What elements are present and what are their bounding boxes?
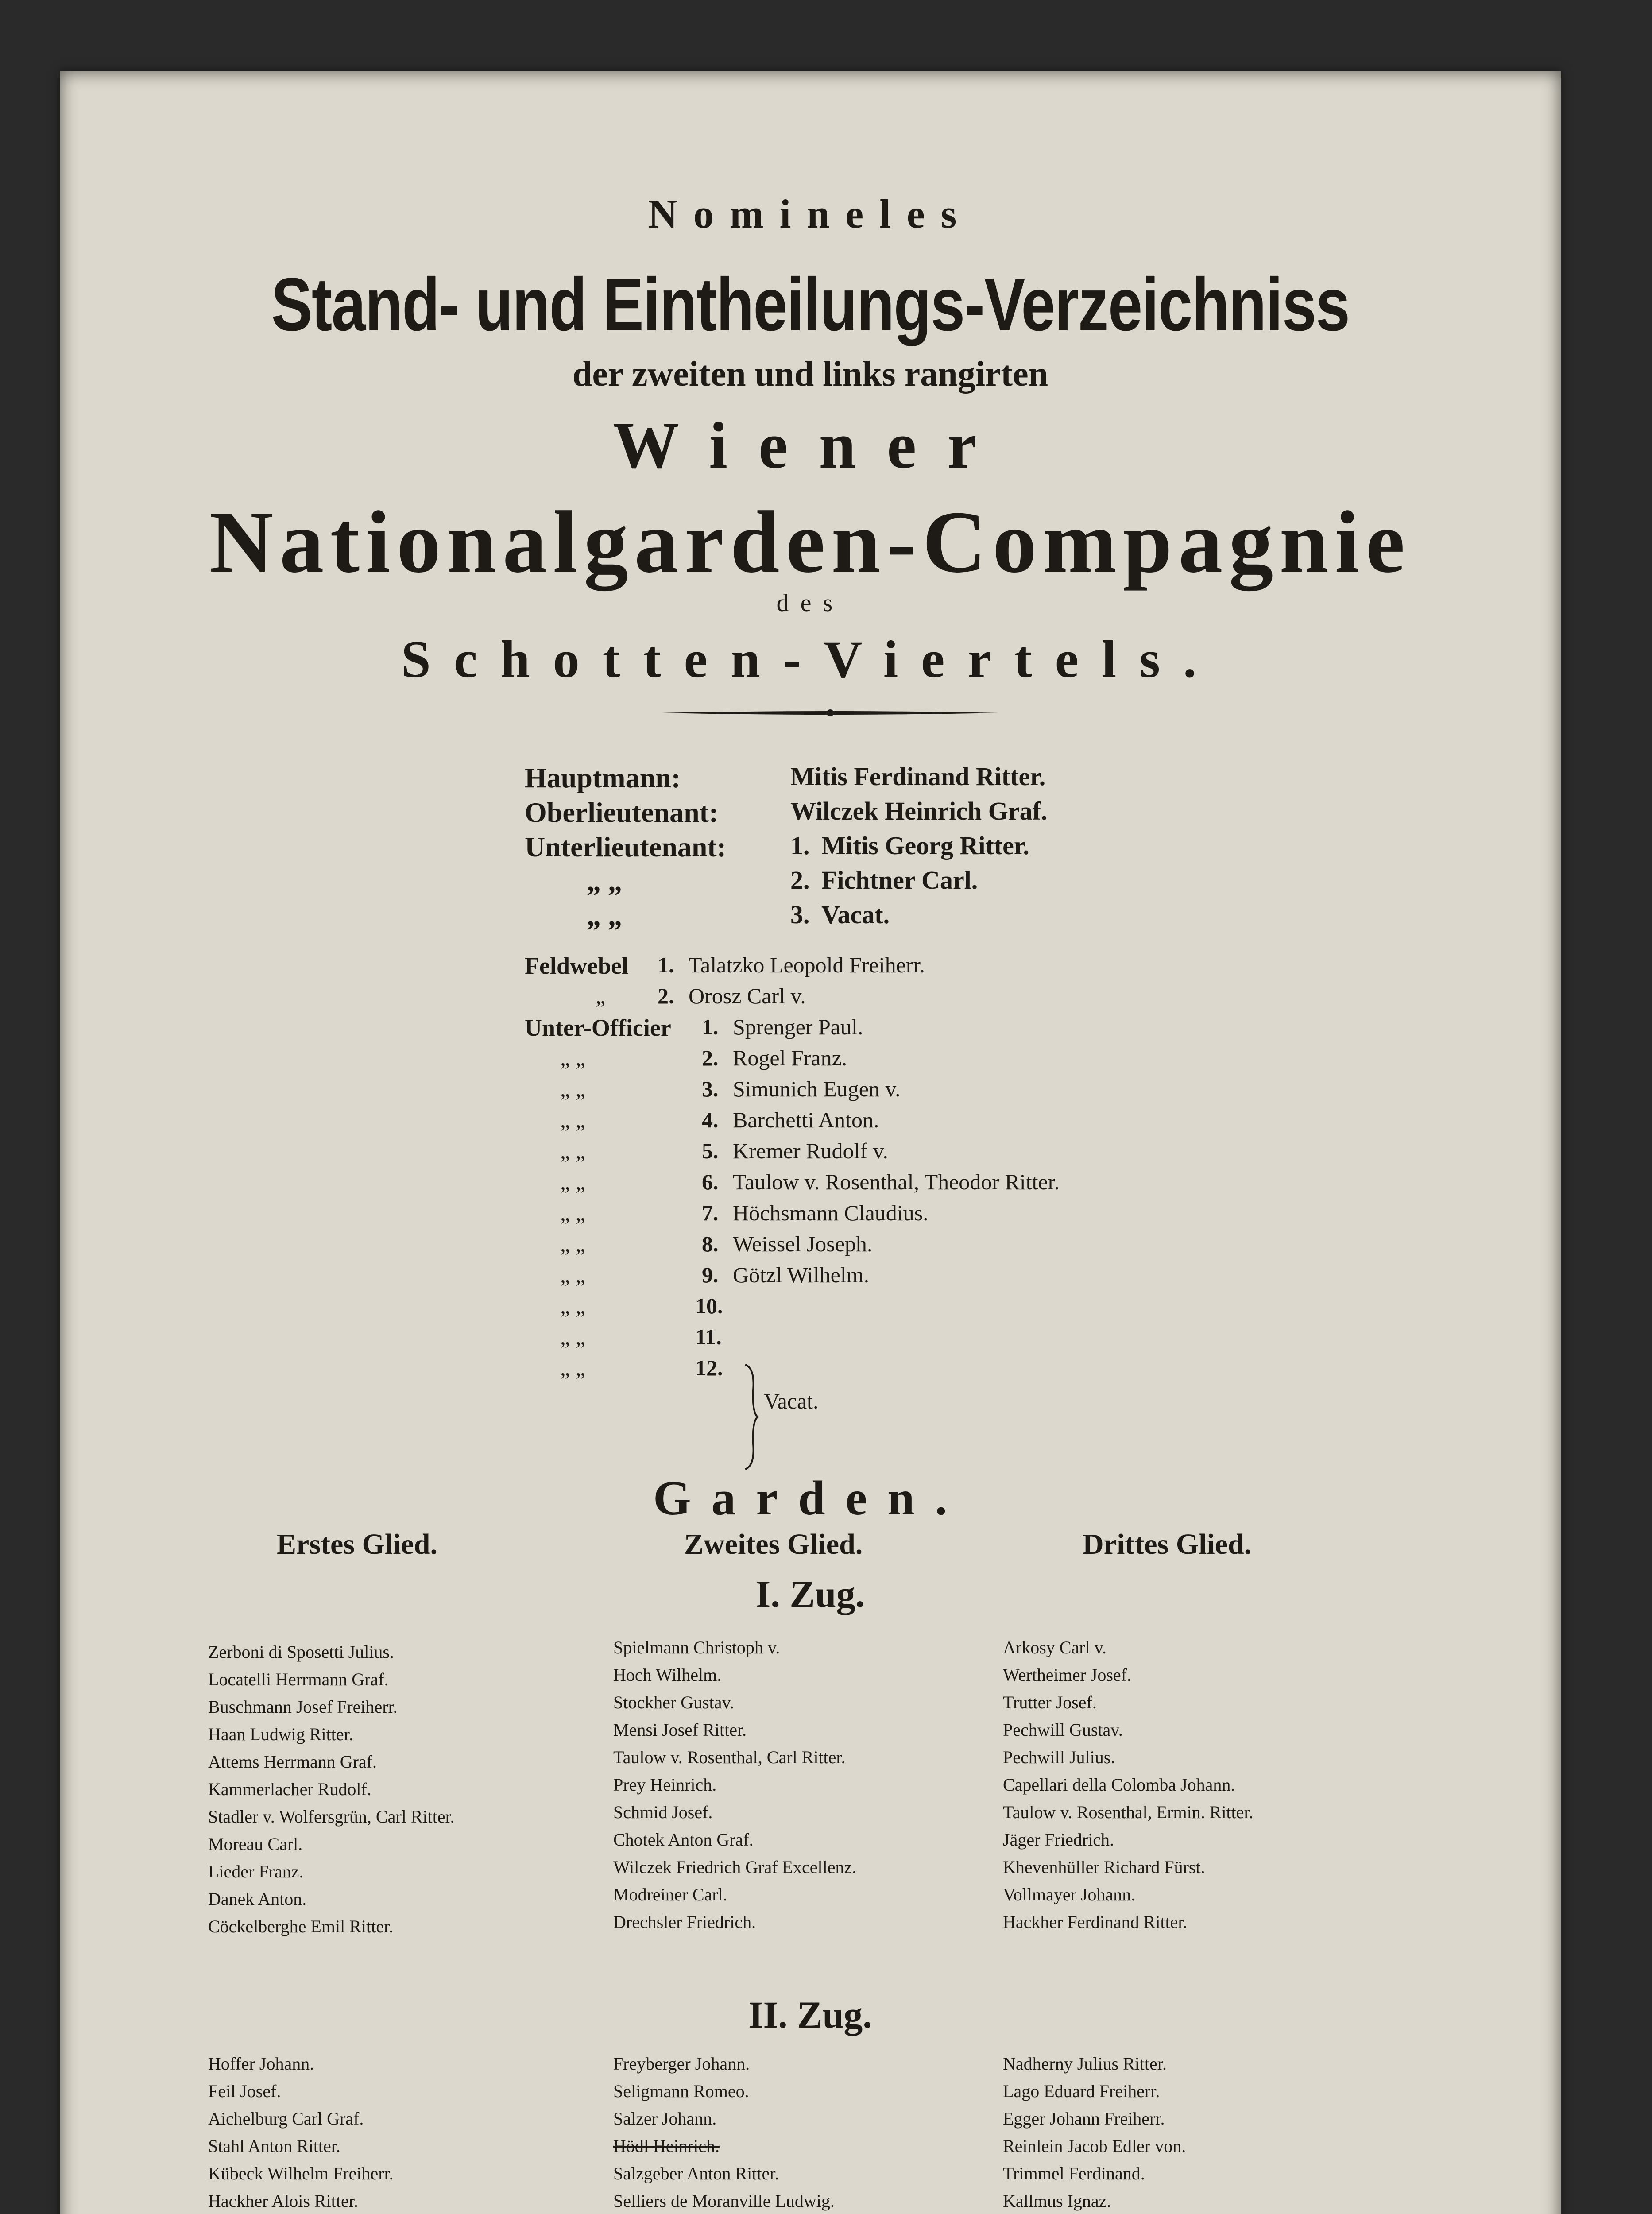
officer-name: Vacat.	[821, 900, 890, 929]
officer-rank: „ „	[587, 900, 622, 932]
list-item: Trutter Josef.	[1003, 1692, 1097, 1712]
curly-brace	[742, 1364, 759, 1470]
list-item: Taulow v. Rosenthal, Ermin. Ritter.	[1003, 1802, 1254, 1822]
list-item: Haan Ludwig Ritter.	[208, 1724, 353, 1744]
list-item: Seligmann Romeo.	[613, 2081, 749, 2101]
list-item: Stockher Gustav.	[613, 1692, 734, 1712]
ditto-mark: „ „	[560, 1200, 585, 1225]
zug-1-column-1	[208, 1638, 455, 1940]
officer-row	[525, 831, 1410, 865]
list-item: Jäger Friedrich.	[1003, 1830, 1114, 1850]
list-item: Aichelburg Carl Graf.	[208, 2109, 364, 2129]
list-item: Hoffer Johann.	[208, 2054, 314, 2074]
ditto-mark: „ „	[560, 1231, 585, 1256]
list-item: Drechsler Friedrich.	[613, 1912, 756, 1932]
zug-2-column-1	[208, 2050, 394, 2214]
rank-name: Rogel Franz.	[733, 1045, 847, 1070]
list-item: Buschmann Josef Freiherr.	[208, 1697, 398, 1717]
list-item: Wertheimer Josef.	[1003, 1665, 1131, 1685]
officer-number: 2.	[790, 866, 810, 894]
list-item: Hoch Wilhelm.	[613, 1665, 722, 1685]
list-item: Cöckelberghe Emil Ritter.	[208, 1916, 394, 1936]
officer-row	[525, 900, 1410, 934]
list-item: Khevenhüller Richard Fürst.	[1003, 1857, 1205, 1877]
list-item: Kübeck Wilhelm Freiherr.	[208, 2164, 394, 2183]
list-item: Danek Anton.	[208, 1889, 307, 1909]
ditto-mark: „ „	[560, 1138, 585, 1163]
list-item: Schmid Josef.	[613, 1802, 713, 1822]
rank-row	[525, 1200, 1410, 1231]
list-item: Salzer Johann.	[613, 2109, 717, 2129]
list-item: Locatelli Herrmann Graf.	[208, 1669, 389, 1689]
rank-name: Simunich Eugen v.	[733, 1076, 901, 1101]
list-item: Stahl Anton Ritter.	[208, 2136, 340, 2156]
glied-header-3: Drittes Glied.	[1083, 1528, 1252, 1560]
heading-nomineles: Nomineles	[648, 191, 973, 236]
ditto-mark: „ „	[560, 1262, 585, 1287]
rank-row	[525, 1293, 1410, 1324]
list-item: Prey Heinrich.	[613, 1775, 717, 1795]
list-item: Hackher Ferdinand Ritter.	[1003, 1912, 1188, 1932]
officer-number: 3.	[790, 900, 810, 929]
officer-rank: Oberlieutenant:	[525, 797, 719, 828]
list-item: Lieder Franz.	[208, 1862, 304, 1881]
list-item: Moreau Carl.	[208, 1834, 303, 1854]
rank-row	[525, 1045, 1410, 1076]
list-item: Lago Eduard Freiherr.	[1003, 2081, 1160, 2101]
ditto-mark: „	[596, 983, 606, 1008]
heading-main-title: Stand- und Eintheilungs-Verzeichniss	[271, 263, 1350, 347]
rank-number: 2.	[658, 983, 674, 1008]
list-item: Capellari della Colomba Johann.	[1003, 1775, 1235, 1795]
heading-wiener: Wiener	[612, 409, 1008, 482]
list-item: Pechwill Gustav.	[1003, 1720, 1123, 1740]
document-sheet	[60, 71, 1561, 2214]
list-item: Modreiner Carl.	[613, 1885, 727, 1904]
officer-name: Wilczek Heinrich Graf.	[790, 797, 1048, 825]
rank-number: 8.	[702, 1231, 719, 1256]
list-item: Egger Johann Freiherr.	[1003, 2109, 1165, 2129]
list-item: Selliers de Moranville Ludwig.	[613, 2191, 835, 2211]
list-item: Salzgeber Anton Ritter.	[613, 2164, 779, 2183]
officer-name: Mitis Georg Ritter.	[821, 831, 1029, 860]
officer-row	[525, 796, 1410, 831]
rank-number: 7.	[702, 1200, 719, 1225]
rank-row	[525, 1262, 1410, 1293]
officer-row	[525, 762, 1410, 796]
rank-name: Orosz Carl v.	[689, 983, 806, 1008]
rank-row	[525, 983, 1410, 1014]
ditto-mark: „ „	[560, 1355, 585, 1380]
ditto-mark: „ „	[560, 1169, 585, 1194]
rank-number: 1.	[702, 1014, 719, 1039]
list-item: Chotek Anton Graf.	[613, 1830, 754, 1850]
rank-name: Barchetti Anton.	[733, 1107, 879, 1132]
heading-viertel: Schotten-Viertels.	[401, 630, 1219, 689]
list-item: Pechwill Julius.	[1003, 1747, 1115, 1767]
rank-number: 2.	[702, 1045, 719, 1070]
rank-number: 1.	[658, 952, 674, 977]
list-item: Hackher Alois Ritter.	[208, 2191, 358, 2211]
list-item: Attems Herrmann Graf.	[208, 1752, 377, 1772]
rank-name: Talatzko Leopold Freiherr.	[689, 952, 925, 977]
rank-row	[525, 1355, 1410, 1386]
zug-2-heading: II. Zug.	[748, 1993, 872, 2036]
rank-row	[525, 1014, 1410, 1045]
heading-des: des	[776, 589, 844, 617]
rank-row	[525, 1138, 1410, 1169]
ditto-mark: „ „	[560, 1045, 585, 1070]
rank-label: Feldwebel	[525, 952, 628, 979]
zug-1-column-2	[613, 1634, 856, 1936]
zug-2-column-3	[1003, 2050, 1220, 2214]
rank-number: 10.	[695, 1293, 723, 1318]
zug-1-heading: I. Zug.	[755, 1573, 865, 1615]
lower-ranks-list	[525, 952, 1410, 1386]
officer-rank: Unterlieutenant:	[525, 831, 727, 863]
officer-name: Fichtner Carl.	[821, 866, 978, 894]
rank-name: Weissel Joseph.	[733, 1231, 873, 1256]
glied-header-2: Zweites Glied.	[684, 1528, 863, 1560]
ditto-mark: „ „	[560, 1293, 585, 1318]
rank-name: Kremer Rudolf v.	[733, 1138, 888, 1163]
list-item: Freyberger Johann.	[613, 2054, 750, 2074]
rank-label: Unter-Officier	[525, 1014, 671, 1041]
list-item: Vollmayer Johann.	[1003, 1885, 1136, 1904]
zug-1-column-3	[1003, 1634, 1254, 1936]
rank-number: 5.	[702, 1138, 719, 1163]
rank-name: Taulow v. Rosenthal, Theodor Ritter.	[733, 1169, 1060, 1194]
rank-row	[525, 1107, 1410, 1138]
list-item: Reinlein Jacob Edler von.	[1003, 2136, 1186, 2156]
officer-row	[525, 865, 1410, 900]
rank-number: 6.	[702, 1169, 719, 1194]
ditto-mark: „ „	[560, 1076, 585, 1101]
rank-name: Höchsmann Claudius.	[733, 1200, 929, 1225]
ditto-mark: „ „	[560, 1324, 585, 1349]
rank-row	[525, 1231, 1410, 1262]
rank-row	[525, 1076, 1410, 1107]
list-item: Wilczek Friedrich Graf Excellenz.	[613, 1857, 857, 1877]
officer-name: Mitis Ferdinand Ritter.	[790, 762, 1046, 791]
list-item-struck: Hödl Heinrich.	[613, 2136, 720, 2156]
officers-list	[525, 762, 1410, 934]
rank-number: 4.	[702, 1107, 719, 1132]
list-item: Kallmus Ignaz.	[1003, 2191, 1111, 2211]
garden-heading: Garden.	[653, 1471, 968, 1525]
rank-row	[525, 1169, 1410, 1200]
rank-name: Sprenger Paul.	[733, 1014, 863, 1039]
vacat-label: Vacat.	[764, 1389, 819, 1413]
rank-number: 12.	[695, 1355, 723, 1380]
officer-rank: Hauptmann:	[525, 762, 681, 793]
rank-number: 11.	[695, 1324, 722, 1349]
list-item: Feil Josef.	[208, 2081, 281, 2101]
heading-subtitle: der zweiten und links rangirten	[572, 355, 1048, 394]
list-item: Kammerlacher Rudolf.	[208, 1779, 371, 1799]
heading-compagnie: Nationalgarden-Compagnie	[209, 493, 1411, 591]
ornamental-divider	[662, 708, 998, 717]
list-item: Arkosy Carl v.	[1003, 1637, 1107, 1657]
rank-row	[525, 1324, 1410, 1355]
rank-number: 3.	[702, 1076, 719, 1101]
officer-number: 1.	[790, 831, 810, 860]
rank-name: Götzl Wilhelm.	[733, 1262, 870, 1287]
glied-header-1: Erstes Glied.	[277, 1528, 437, 1560]
list-item: Zerboni di Sposetti Julius.	[208, 1642, 394, 1662]
rank-row	[525, 952, 1410, 983]
officer-rank: „ „	[587, 866, 622, 897]
rank-number: 9.	[702, 1262, 719, 1287]
list-item: Mensi Josef Ritter.	[613, 1720, 747, 1740]
list-item: Trimmel Ferdinand.	[1003, 2164, 1145, 2183]
zug-2-column-2	[613, 2050, 835, 2214]
ditto-mark: „ „	[560, 1107, 585, 1132]
list-item: Stadler v. Wolfersgrün, Carl Ritter.	[208, 1807, 455, 1827]
list-item: Taulow v. Rosenthal, Carl Ritter.	[613, 1747, 846, 1767]
list-item: Spielmann Christoph v.	[613, 1637, 780, 1657]
list-item: Nadherny Julius Ritter.	[1003, 2054, 1167, 2074]
